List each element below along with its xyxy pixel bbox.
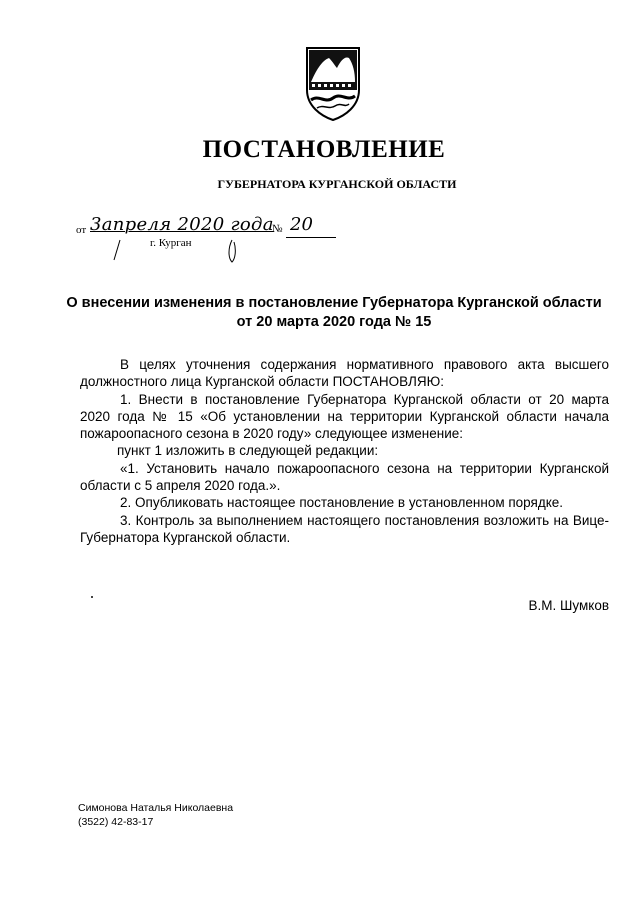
executor-block — [78, 801, 233, 829]
executor-phone: (3522) 42-83-17 — [78, 816, 154, 828]
body-paragraph-subitem: пункт 1 изложить в следующей редакции: — [117, 443, 379, 459]
number-underline — [286, 237, 336, 238]
document-issuer: ГУБЕРНАТОРА КУРГАНСКОЙ ОБЛАСТИ — [217, 177, 457, 191]
document-subject — [0, 294, 640, 332]
body-paragraph-preamble: В целях уточнения содержания нормативного правового акта высшего должностного лица Курганской области ПОСТАНОВЛЯЮ: — [80, 357, 609, 390]
handwritten-date: 3апреля 2020 года — [90, 214, 274, 235]
city-label: г. Курган — [150, 237, 192, 249]
signature-name: В.М. Шумков — [528, 598, 609, 613]
handwriting-strokes — [110, 238, 250, 264]
subject-line-1: О внесении изменения в постановление Губернатора Курганской области — [66, 295, 602, 311]
handwritten-number: 20 — [290, 214, 313, 235]
coat-of-arms-icon — [303, 46, 363, 122]
date-label: от — [76, 224, 87, 236]
scan-speck — [91, 596, 93, 598]
subject-line-2: от 20 марта 2020 года № 15 — [236, 314, 432, 330]
executor-name: Симонова Наталья Николаевна — [78, 802, 234, 814]
body-paragraph-quote: «1. Установить начало пожароопасного сезона на территории Курганской области с 5 апреля 2020 года.». — [80, 460, 609, 494]
number-label: № — [272, 223, 283, 235]
body-paragraph-item-3: 3. Контроль за выполнением настоящего постановления возложить на Вице-Губернатора Курганской области. — [80, 512, 609, 545]
body-paragraph-item-1: 1. Внести в постановление Губернатора Курганской области от 20 марта 2020 года № 15 «Об установлении на территории Курганской области начала пожароопасного сезона в 2020 году» следующее изменение: — [80, 391, 609, 442]
document-type-title: ПОСТАНОВЛЕНИЕ — [202, 136, 446, 163]
date-number-row — [76, 214, 346, 264]
body-paragraph-item-2: 2. Опубликовать настоящее постановление в установленном порядке. — [120, 495, 564, 511]
document-body — [80, 356, 609, 546]
